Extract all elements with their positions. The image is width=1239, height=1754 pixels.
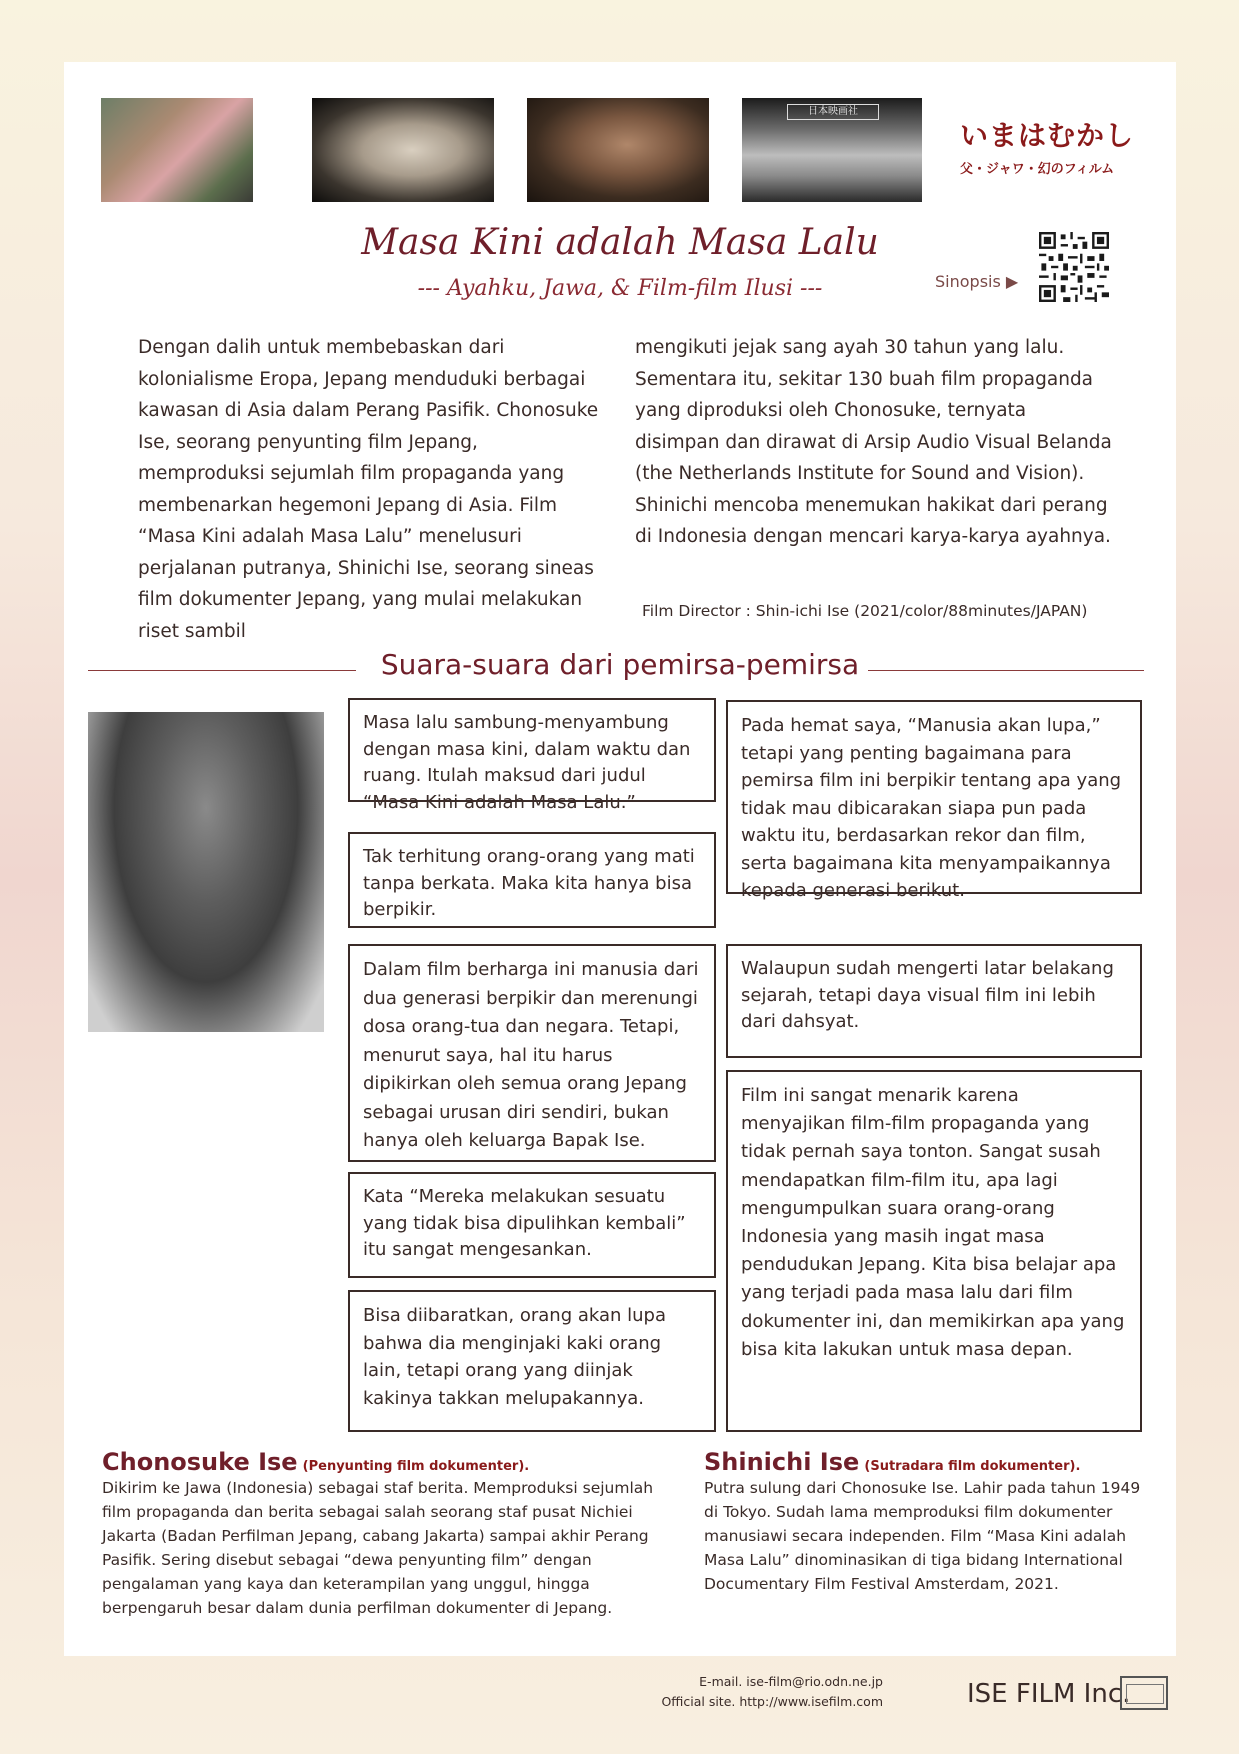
japanese-title: いまはむかし [960,119,1135,152]
synopsis-left-column: Dengan dalih untuk membebaskan dari kolonialisme Eropa, Jepang menduduki berbagai kawasan di Asia dalam Perang Pasifik. Chonosuke Ise, seorang penyunting film Jepang, memproduksi sejumlah film propaganda yang membenarkan hegemoni Jepang di Asia. Film “Masa Kini adalah Masa Lalu” menelusuri perjalanan putranya, Shinichi Ise, seorang sineas film dokumenter Jepang, yang mulai melakukan riset sambil [138,337,599,642]
sinopsis-link[interactable]: Sinopsis ▶ [935,272,1019,291]
bio-name: Shinichi Ise [704,1448,860,1476]
synopsis-right-column: mengikuti jejak sang ayah 30 tahun yang lalu. Sementara itu, sekitar 130 buah film propaganda yang diproduksi oleh Chonosuke, ternyata disimpan dan dirawat di Arsip Audio Visual Belanda (the Netherlands Institute for Sound and Vision). Shinichi mencoba menemukan hakikat dari perang di Indonesia dengan mencari karya-karya ayahnya. [635,337,1112,547]
viewer-quote-5: Bisa diibaratkan, orang akan lupa bahwa dia menginjaki kaki orang lain, tetapi orang yang diinjak kakinya takkan melupakannya. [348,1290,716,1432]
contact-website[interactable]: Official site. http://www.isefilm.com [661,1694,883,1709]
film-director-credit: Film Director : Shin-ichi Ise (2021/color/88minutes/JAPAN) [642,602,1088,620]
film-reel-logo-icon [1120,1676,1168,1710]
viewer-quote-6: Pada hemat saya, “Manusia akan lupa,” tetapi yang penting bagaimana para pemirsa film ini berpikir tentang apa yang tidak mau dibicarakan siapa pun pada waktu itu, berdasarkan rekor dan film, serta bagaimana kita menyampaikannya kepada generasi berikut. [726,700,1142,894]
company-name: ISE FILM Inc. [967,1679,1131,1709]
historical-photo-father-and-son [88,712,324,1032]
film-still-archive-photo [742,98,922,202]
qr-code-icon[interactable] [1039,232,1109,302]
bio-shinichi-ise [704,1448,1144,1596]
film-still-portrait [527,98,709,202]
viewer-quote-4: Kata “Mereka melakukan sesuatu yang tidak bisa dipulihkan kembali” itu sangat mengesankan. [348,1172,716,1278]
section-divider-right [868,670,1144,671]
film-still-relief [312,98,494,202]
viewer-quote-7: Walaupun sudah mengerti latar belakang sejarah, tetapi daya visual film ini lebih dari dahsyat. [726,944,1142,1058]
japanese-subtitle: 父・ジャワ・幻のフィルム [960,162,1115,177]
viewer-quote-8: Film ini sangat menarik karena menyajikan film-film propaganda yang tidak pernah saya tonton. Sangat susah mendapatkan film-film itu, apa lagi mengumpulkan suara orang-orang Indonesia yang masih ingat masa pendudukan Jepang. Kita bisa belajar apa yang terjadi pada masa lalu dari film dokumenter ini, dan memikirkan apa yang bisa kita lakukan untuk masa depan. [726,1070,1142,1432]
flyer-card [64,62,1176,1656]
film-still-flowers [101,98,253,202]
viewer-quote-2: Tak terhitung orang-orang yang mati tanpa berkata. Maka kita hanya bisa berpikir. [348,832,716,928]
film-subtitle: --- Ayahku, Jawa, & Film-film Ilusi --- [417,276,823,301]
bio-role: (Sutradara film dokumenter). [864,1459,1081,1474]
viewer-quote-3: Dalam film berharga ini manusia dari dua generasi berpikir dan merenungi dosa orang-tua dan negara. Tetapi, menurut saya, hal itu harus dipikirkan oleh semua orang Jepang sebagai urusan diri sendiri, bukan hanya oleh keluarga Bapak Ise. [348,944,716,1162]
viewer-quote-1: Masa lalu sambung-menyambung dengan masa kini, dalam waktu dan ruang. Itulah maksud dari judul “Masa Kini adalah Masa Lalu.” [348,698,716,802]
film-title: Masa Kini adalah Masa Lalu [361,222,879,263]
archive-sign: 日本映画社 [787,104,879,120]
bio-text: Dikirim ke Jawa (Indonesia) sebagai staf berita. Memproduksi sejumlah film propaganda dan berita sebagai salah seorang staf pusat Nichiei Jakarta (Badan Perfilman Jepang, cabang Jakarta) sampai akhir Perang Pasifik. Sering disebut sebagai “dewa penyunting film” dengan pengalaman yang kaya dan keterampilan yang unggul, hingga berpengaruh besar dalam dunia perfilman dokumenter di Jepang. [102,1479,654,1617]
bio-chonosuke-ise [102,1448,682,1620]
voices-section-title: Suara-suara dari pemirsa-pemirsa [380,648,860,681]
bio-name: Chonosuke Ise [102,1448,298,1476]
bio-text: Putra sulung dari Chonosuke Ise. Lahir pada tahun 1949 di Tokyo. Sudah lama memproduksi film dokumenter manusiawi secara independen. Film “Masa Kini adalah Masa Lalu” dinominasikan di tiga bidang International Documentary Film Festival Amsterdam, 2021. [704,1479,1141,1593]
contact-email[interactable]: E-mail. ise-film@rio.odn.ne.jp [699,1674,883,1689]
bio-role: (Penyunting film dokumenter). [302,1459,530,1474]
